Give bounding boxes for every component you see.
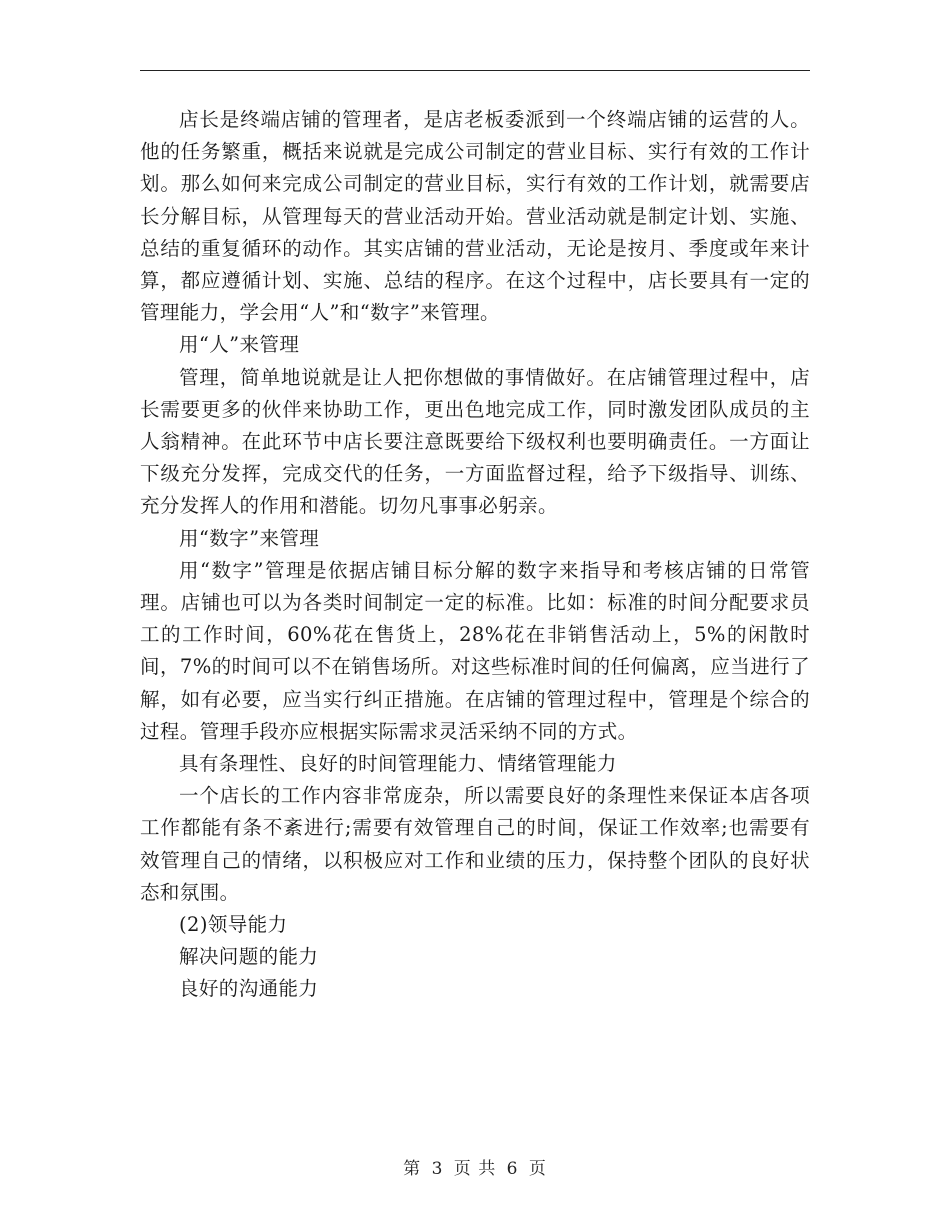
paragraph-organization-skills: 一个店长的工作内容非常庞杂，所以需要良好的条理性来保证本店各项工作都能有条不紊进行;需要有效管理自己的时间，保证工作效率;也需要有效管理自己的情绪，以积极应对工作和业绩的压力，保持整个团队的良好状态和氛围。	[140, 784, 810, 904]
footer-current-page: 3	[431, 1159, 444, 1179]
paragraph-intro: 店长是终端店铺的管理者，是店老板委派到一个终端店铺的运营的人。他的任务繁重，概括来说就是完成公司制定的营业目标、实行有效的工作计划。那么如何来完成公司制定的营业目标，实行有效的工作计划，就需要店长分解目标，从管理每天的营业活动开始。营业活动就是制定计划、实施、总结的重复循环的动作。其实店铺的营业活动，无论是按月、季度或年来计算，都应遵循计划、实施、总结的程序。在这个过程中，店长要具有一定的管理能力，学会用“人”和“数字”来管理。	[140, 108, 810, 325]
heading-leadership: (2)领导能力	[179, 913, 288, 937]
footer-total-pages: 6	[506, 1159, 519, 1179]
item-communication: 良好的沟通能力	[179, 977, 319, 1001]
footer-mid: 页 共	[453, 1159, 497, 1179]
footer-suffix: 页	[528, 1159, 547, 1179]
page-footer	[0, 1154, 950, 1179]
footer-prefix: 第	[403, 1159, 422, 1179]
heading-organization-skills: 具有条理性、良好的时间管理能力、情绪管理能力	[179, 752, 617, 776]
paragraph-people-management: 管理，简单地说就是让人把你想做的事情做好。在店铺管理过程中，店长需要更多的伙伴来协助工作，更出色地完成工作，同时激发团队成员的主人翁精神。在此环节中店长要注意既要给下级权利也要明确责任。一方面让下级充分发挥，完成交代的任务，一方面监督过程，给予下级指导、训练、充分发挥人的作用和潜能。切勿凡事事必躬亲。	[140, 365, 810, 518]
header-rule	[140, 70, 810, 71]
item-problem-solving: 解决问题的能力	[179, 945, 319, 969]
heading-number-management: 用“数字”来管理	[179, 526, 320, 550]
paragraph-number-management: 用“数字”管理是依据店铺目标分解的数字来指导和考核店铺的日常管理。店铺也可以为各类时间制定一定的标准。比如：标准的时间分配要求员工的工作时间，60%花在售货上，28%花在非销售活动上，5%的闲散时间，7%的时间可以不在销售场所。对这些标准时间的任何偏离，应当进行了解，如有必要，应当实行纠正措施。在店铺的管理过程中，管理是个综合的过程。管理手段亦应根据实际需求灵活采纳不同的方式。	[140, 558, 810, 743]
heading-people-management: 用“人”来管理	[179, 333, 300, 357]
document-body	[140, 104, 810, 1006]
